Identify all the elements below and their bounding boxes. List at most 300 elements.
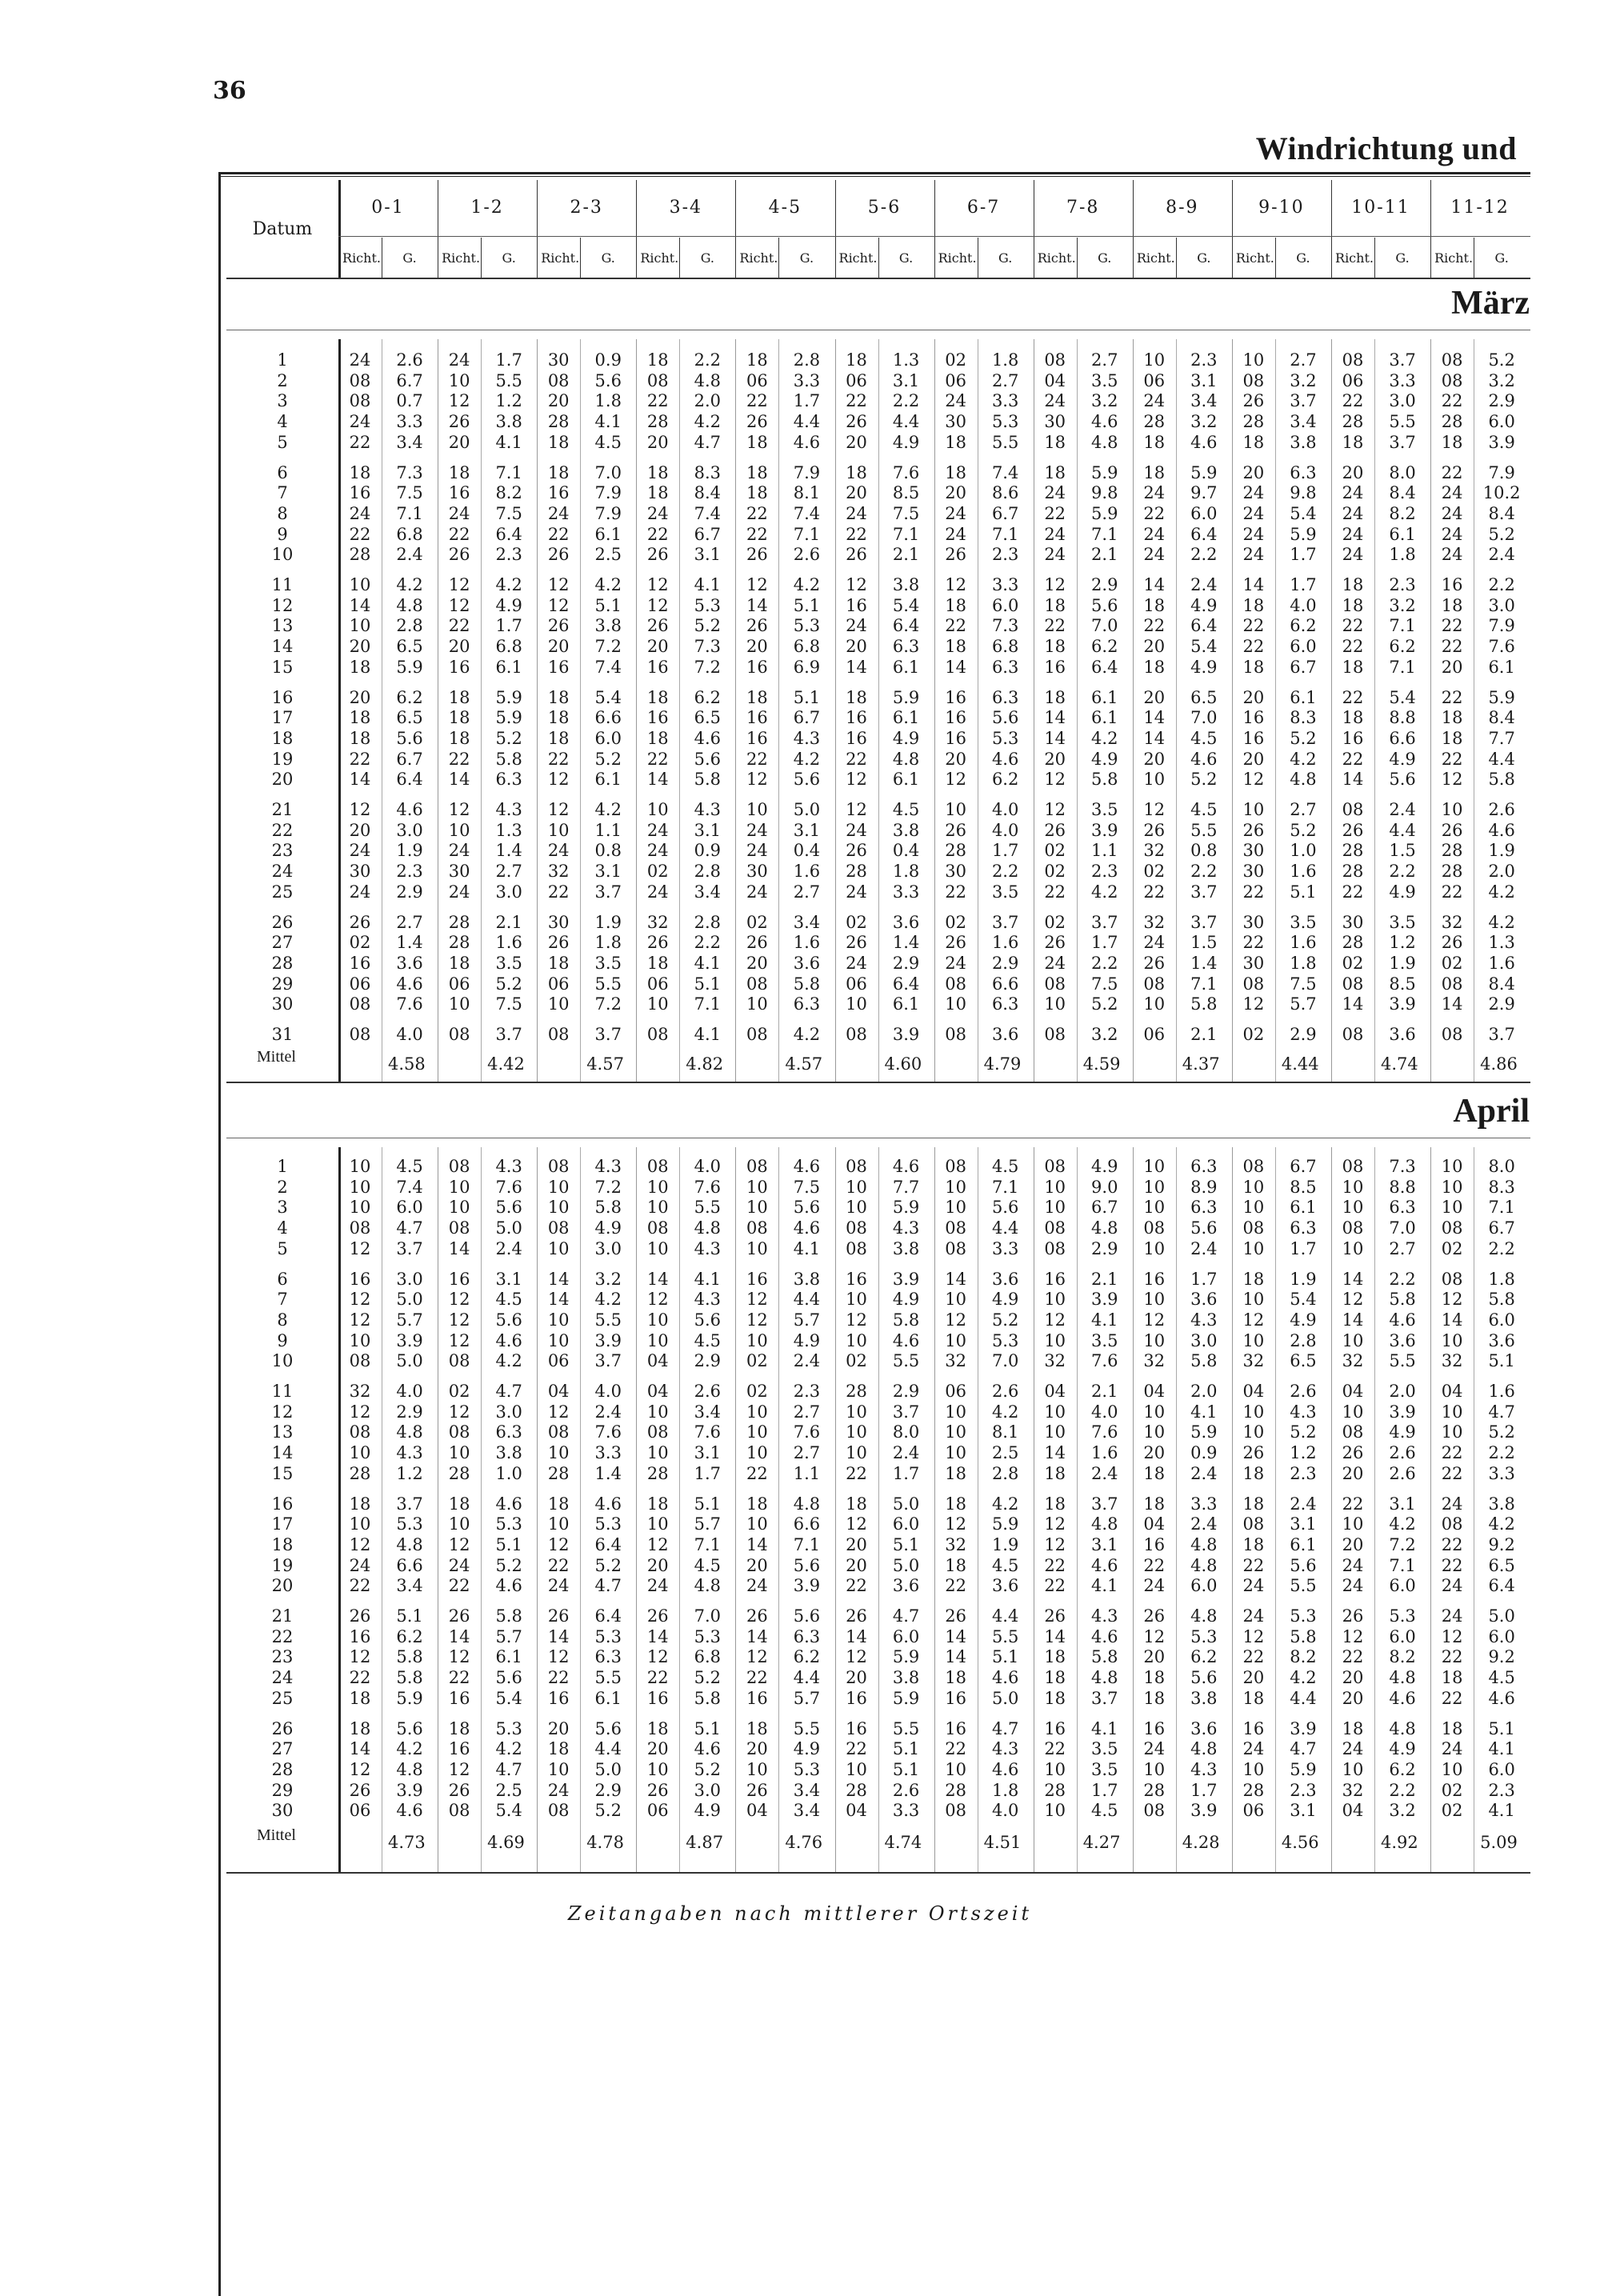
richt-cell: 20 xyxy=(1342,1534,1364,1554)
g-cell: 3.3 xyxy=(1389,370,1416,390)
richt-cell: 18 xyxy=(547,953,570,973)
date-cell: 9 xyxy=(277,1330,288,1350)
richt-cell: 08 xyxy=(1044,350,1066,370)
g-cell: 2.9 xyxy=(694,1351,722,1371)
richt-cell: 12 xyxy=(846,1514,867,1534)
richt-cell: 18 xyxy=(1143,1463,1166,1483)
g-cell: 7.3 xyxy=(991,616,1019,636)
richt-cell: 14 xyxy=(945,1269,966,1289)
richt-cell: 16 xyxy=(448,1739,470,1759)
g-cell: 5.2 xyxy=(495,1555,522,1575)
richt-cell: 22 xyxy=(1242,616,1265,636)
richt-cell: 08 xyxy=(349,1422,371,1442)
richt-cell: 16 xyxy=(846,708,867,728)
g-cell: 1.7 xyxy=(694,1463,722,1483)
g-cell: 3.6 xyxy=(1389,1330,1416,1350)
g-cell: 4.6 xyxy=(892,1330,920,1350)
richt-cell: 14 xyxy=(1342,770,1364,790)
g-cell: 3.9 xyxy=(1389,1402,1416,1422)
g-cell: 4.8 xyxy=(1190,1739,1218,1759)
richt-cell: 20 xyxy=(945,483,966,503)
g-cell: 7.9 xyxy=(793,462,821,482)
richt-cell: 10 xyxy=(1044,1198,1066,1218)
g-cell: 4.3 xyxy=(495,1157,522,1176)
richt-cell: 04 xyxy=(646,1382,669,1401)
date-cell: 25 xyxy=(271,882,294,902)
richt-cell: 22 xyxy=(846,391,867,411)
page-title: Windrichtung und xyxy=(1255,130,1517,166)
g-cell: 5.1 xyxy=(991,1647,1019,1667)
richt-cell: 04 xyxy=(1342,1382,1364,1401)
richt-cell: 28 xyxy=(1441,412,1463,432)
g-cell: 6.2 xyxy=(396,687,423,707)
richt-cell: 24 xyxy=(1441,1576,1463,1596)
richt-cell: 26 xyxy=(1044,820,1066,840)
sub-column-separator xyxy=(679,238,680,278)
g-cell: 1.9 xyxy=(594,912,622,932)
g-cell: 7.6 xyxy=(1488,637,1515,657)
richt-subheader: Richt. xyxy=(342,250,381,266)
richt-cell: 10 xyxy=(846,994,867,1014)
g-cell: 5.5 xyxy=(594,974,622,994)
richt-cell: 18 xyxy=(1242,1688,1265,1708)
richt-cell: 16 xyxy=(646,657,669,677)
g-cell: 3.0 xyxy=(396,820,423,840)
richt-cell: 16 xyxy=(349,1269,371,1289)
richt-cell: 26 xyxy=(1242,820,1265,840)
date-cell: 27 xyxy=(271,1739,294,1759)
g-cell: 6.1 xyxy=(1290,1534,1317,1554)
g-cell: 4.0 xyxy=(694,1157,722,1176)
richt-cell: 08 xyxy=(646,1422,669,1442)
richt-cell: 30 xyxy=(448,862,470,882)
g-cell: 5.9 xyxy=(892,1647,920,1667)
g-cell: 3.9 xyxy=(892,1269,920,1289)
g-cell: 4.0 xyxy=(396,1382,423,1401)
richt-cell: 10 xyxy=(646,994,669,1014)
g-cell: 3.4 xyxy=(396,1576,423,1596)
g-cell: 3.0 xyxy=(495,882,522,902)
g-cell: 4.6 xyxy=(1091,1555,1118,1575)
richt-cell: 08 xyxy=(1044,1025,1066,1044)
richt-cell: 14 xyxy=(646,1269,669,1289)
richt-cell: 12 xyxy=(448,800,470,819)
richt-cell: 10 xyxy=(1044,1801,1066,1821)
richt-cell: 16 xyxy=(1044,1718,1066,1738)
g-cell: 3.7 xyxy=(1091,912,1118,932)
richt-cell: 10 xyxy=(945,800,966,819)
g-cell: 5.8 xyxy=(396,1668,423,1688)
g-cell: 5.5 xyxy=(1389,1351,1416,1371)
g-cell: 4.1 xyxy=(1190,1402,1218,1422)
g-cell: 1.9 xyxy=(1488,841,1515,861)
g-cell: 5.8 xyxy=(1190,994,1218,1014)
g-cell: 8.3 xyxy=(1488,1177,1515,1197)
richt-cell: 18 xyxy=(1044,1463,1066,1483)
g-cell: 2.2 xyxy=(1091,953,1118,973)
g-cell: 1.3 xyxy=(1488,933,1515,953)
date-cell: 3 xyxy=(277,1198,288,1218)
g-cell: 3.1 xyxy=(1389,1494,1416,1514)
g-cell: 2.2 xyxy=(991,862,1019,882)
g-cell: 2.7 xyxy=(1290,800,1317,819)
g-cell: 4.9 xyxy=(694,1801,722,1821)
g-cell: 4.7 xyxy=(396,1218,423,1238)
g-cell: 1.8 xyxy=(991,1780,1019,1800)
g-cell: 6.1 xyxy=(1091,687,1118,707)
richt-cell: 28 xyxy=(1143,412,1166,432)
g-cell: 8.3 xyxy=(694,462,722,482)
g-cell: 8.0 xyxy=(1389,462,1416,482)
g-cell: 2.7 xyxy=(1389,1238,1416,1258)
g-cell: 2.4 xyxy=(1290,1494,1317,1514)
g-cell: 2.2 xyxy=(1389,1269,1416,1289)
g-cell: 5.9 xyxy=(991,1514,1019,1534)
richt-cell: 10 xyxy=(945,1422,966,1442)
table-header xyxy=(226,180,1530,278)
g-cell: 5.7 xyxy=(1290,994,1317,1014)
g-cell: 4.0 xyxy=(396,1025,423,1044)
richt-cell: 12 xyxy=(448,1330,470,1350)
richt-cell: 16 xyxy=(1242,708,1265,728)
richt-cell: 08 xyxy=(646,1025,669,1044)
g-cell: 4.6 xyxy=(694,728,722,748)
mittel-value: 4.73 xyxy=(388,1833,426,1852)
g-cell: 0.4 xyxy=(793,841,821,861)
richt-cell: 20 xyxy=(1242,687,1265,707)
richt-cell: 12 xyxy=(547,800,570,819)
g-cell: 6.2 xyxy=(694,687,722,707)
g-cell: 0.9 xyxy=(694,841,722,861)
g-cell: 5.6 xyxy=(1190,1218,1218,1238)
g-cell: 9.0 xyxy=(1091,1177,1118,1197)
g-cell: 4.1 xyxy=(694,953,722,973)
richt-cell: 22 xyxy=(1342,391,1364,411)
hour-column-separator xyxy=(1133,1147,1134,1872)
g-cell: 4.0 xyxy=(594,1382,622,1401)
richt-cell: 02 xyxy=(1044,912,1066,932)
richt-cell: 22 xyxy=(1342,616,1364,636)
richt-cell: 18 xyxy=(1441,1668,1463,1688)
g-cell: 5.0 xyxy=(1488,1606,1515,1626)
g-cell: 3.6 xyxy=(1190,1290,1218,1310)
richt-cell: 10 xyxy=(1242,1402,1265,1422)
g-cell: 4.2 xyxy=(1488,1514,1515,1534)
richt-cell: 10 xyxy=(1044,1290,1066,1310)
richt-cell: 18 xyxy=(646,350,669,370)
richt-cell: 08 xyxy=(846,1025,867,1044)
g-cell: 4.1 xyxy=(694,575,722,594)
g-cell: 5.8 xyxy=(1389,1290,1416,1310)
g-cell: 8.4 xyxy=(1389,483,1416,503)
richt-cell: 08 xyxy=(1441,1218,1463,1238)
month-title: März xyxy=(1451,285,1530,322)
richt-cell: 22 xyxy=(1143,882,1166,902)
g-cell: 1.4 xyxy=(594,1463,622,1483)
richt-cell: 26 xyxy=(349,1606,371,1626)
g-cell: 4.5 xyxy=(594,432,622,452)
mittel-value: 4.58 xyxy=(388,1054,426,1074)
richt-cell: 04 xyxy=(547,1382,570,1401)
date-cell: 6 xyxy=(277,1269,288,1289)
richt-cell: 08 xyxy=(1342,1422,1364,1442)
richt-cell: 24 xyxy=(1143,391,1166,411)
g-cell: 1.8 xyxy=(1389,545,1416,565)
richt-cell: 22 xyxy=(646,749,669,769)
g-cell: 6.7 xyxy=(396,749,423,769)
g-cell: 7.1 xyxy=(892,524,920,544)
richt-cell: 28 xyxy=(448,1463,470,1483)
g-cell: 3.0 xyxy=(1488,595,1515,615)
g-cell: 4.2 xyxy=(1389,1514,1416,1534)
g-cell: 7.0 xyxy=(991,1351,1019,1371)
g-cell: 3.6 xyxy=(991,1269,1019,1289)
richt-cell: 12 xyxy=(1044,575,1066,594)
g-cell: 4.6 xyxy=(694,1739,722,1759)
richt-cell: 18 xyxy=(448,1718,470,1738)
datum-header: Datum xyxy=(252,218,313,239)
g-cell: 1.7 xyxy=(1290,575,1317,594)
richt-cell: 14 xyxy=(547,1290,570,1310)
g-subheader: G. xyxy=(1197,250,1211,266)
g-cell: 4.6 xyxy=(991,1668,1019,1688)
sub-column-separator xyxy=(878,339,879,1082)
date-cell: 4 xyxy=(277,1218,288,1238)
g-cell: 2.9 xyxy=(991,953,1019,973)
hour-column-separator xyxy=(1430,339,1431,1082)
richt-cell: 30 xyxy=(547,912,570,932)
richt-cell: 04 xyxy=(1143,1514,1166,1534)
richt-cell: 06 xyxy=(349,1801,371,1821)
g-cell: 4.2 xyxy=(396,1739,423,1759)
month-end-rule xyxy=(226,1872,1530,1874)
richt-cell: 08 xyxy=(746,1218,768,1238)
g-cell: 4.6 xyxy=(991,749,1019,769)
richt-cell: 28 xyxy=(1342,862,1364,882)
g-cell: 2.8 xyxy=(991,1463,1019,1483)
date-cell: 10 xyxy=(271,1351,294,1371)
g-cell: 3.8 xyxy=(892,1668,920,1688)
g-cell: 7.1 xyxy=(694,994,722,1014)
g-cell: 5.2 xyxy=(1488,1422,1515,1442)
richt-cell: 24 xyxy=(1342,1555,1364,1575)
richt-cell: 14 xyxy=(846,1626,867,1646)
g-cell: 5.3 xyxy=(495,1514,522,1534)
g-cell: 3.3 xyxy=(991,1238,1019,1258)
g-cell: 7.1 xyxy=(495,462,522,482)
g-cell: 5.5 xyxy=(495,370,522,390)
g-cell: 3.1 xyxy=(694,820,722,840)
g-cell: 3.6 xyxy=(991,1576,1019,1596)
g-cell: 5.5 xyxy=(892,1351,920,1371)
richt-cell: 10 xyxy=(1441,1157,1463,1176)
g-cell: 8.4 xyxy=(1488,503,1515,523)
g-cell: 1.1 xyxy=(594,820,622,840)
g-cell: 5.2 xyxy=(495,974,522,994)
g-cell: 4.1 xyxy=(694,1025,722,1044)
richt-cell: 18 xyxy=(1342,708,1364,728)
g-cell: 4.1 xyxy=(1488,1801,1515,1821)
richt-cell: 22 xyxy=(1342,687,1364,707)
richt-cell: 22 xyxy=(1441,637,1463,657)
richt-cell: 08 xyxy=(1342,350,1364,370)
mittel-value: 4.59 xyxy=(1082,1054,1121,1074)
richt-cell: 18 xyxy=(846,350,867,370)
richt-cell: 08 xyxy=(646,370,669,390)
richt-cell: 08 xyxy=(448,1422,470,1442)
mittel-value: 4.37 xyxy=(1182,1054,1220,1074)
richt-cell: 14 xyxy=(349,770,371,790)
richt-cell: 18 xyxy=(547,1494,570,1514)
richt-cell: 10 xyxy=(448,820,470,840)
g-cell: 5.3 xyxy=(1389,1606,1416,1626)
richt-cell: 22 xyxy=(349,1576,371,1596)
g-cell: 7.5 xyxy=(495,994,522,1014)
richt-cell: 18 xyxy=(1242,657,1265,677)
g-cell: 1.9 xyxy=(991,1534,1019,1554)
g-cell: 3.9 xyxy=(892,1025,920,1044)
date-cell: 7 xyxy=(277,483,288,503)
g-cell: 3.7 xyxy=(1488,1025,1515,1044)
g-cell: 5.5 xyxy=(594,1310,622,1330)
richt-cell: 08 xyxy=(349,1218,371,1238)
richt-cell: 20 xyxy=(1342,1463,1364,1483)
richt-cell: 10 xyxy=(448,1198,470,1218)
richt-cell: 30 xyxy=(349,862,371,882)
richt-cell: 08 xyxy=(1441,1269,1463,1289)
sub-column-separator xyxy=(1077,339,1078,1082)
richt-cell: 08 xyxy=(547,1422,570,1442)
g-cell: 7.4 xyxy=(991,462,1019,482)
richt-cell: 10 xyxy=(746,994,768,1014)
g-cell: 5.3 xyxy=(991,412,1019,432)
richt-cell: 22 xyxy=(945,1739,966,1759)
richt-cell: 22 xyxy=(846,1576,867,1596)
g-cell: 6.1 xyxy=(1290,687,1317,707)
g-cell: 7.2 xyxy=(1389,1534,1416,1554)
g-cell: 5.3 xyxy=(1290,1606,1317,1626)
g-cell: 4.6 xyxy=(991,1759,1019,1779)
g-cell: 2.0 xyxy=(694,391,722,411)
richt-cell: 24 xyxy=(846,616,867,636)
g-cell: 6.0 xyxy=(1290,637,1317,657)
richt-cell: 24 xyxy=(547,503,570,523)
date-cell: 28 xyxy=(271,1759,294,1779)
g-cell: 5.5 xyxy=(991,1626,1019,1646)
g-cell: 1.6 xyxy=(495,933,522,953)
richt-cell: 12 xyxy=(1044,1514,1066,1534)
richt-cell: 12 xyxy=(746,1290,768,1310)
g-cell: 2.6 xyxy=(1389,1443,1416,1463)
richt-cell: 24 xyxy=(1242,1739,1265,1759)
richt-cell: 18 xyxy=(448,687,470,707)
richt-cell: 14 xyxy=(1143,575,1166,594)
richt-cell: 10 xyxy=(646,1177,669,1197)
richt-cell: 12 xyxy=(846,800,867,819)
g-cell: 6.4 xyxy=(594,1606,622,1626)
richt-cell: 18 xyxy=(945,1463,966,1483)
datum-column-separator xyxy=(338,1147,341,1872)
g-cell: 5.8 xyxy=(694,1688,722,1708)
g-cell: 4.4 xyxy=(1389,820,1416,840)
sub-column-separator xyxy=(1275,1147,1276,1872)
richt-cell: 14 xyxy=(1044,1443,1066,1463)
richt-cell: 14 xyxy=(547,1269,570,1289)
richt-cell: 24 xyxy=(1044,545,1066,565)
g-cell: 6.1 xyxy=(495,657,522,677)
date-cell: 17 xyxy=(271,708,294,728)
g-cell: 2.6 xyxy=(892,1780,920,1800)
richt-cell: 14 xyxy=(448,1626,470,1646)
g-cell: 4.9 xyxy=(1290,1310,1317,1330)
richt-cell: 08 xyxy=(448,1025,470,1044)
g-cell: 6.7 xyxy=(991,503,1019,523)
g-cell: 5.8 xyxy=(396,1647,423,1667)
g-cell: 3.5 xyxy=(495,953,522,973)
richt-cell: 26 xyxy=(1342,1443,1364,1463)
richt-cell: 12 xyxy=(846,770,867,790)
richt-cell: 10 xyxy=(1143,1238,1166,1258)
sub-column-separator xyxy=(481,238,482,278)
g-cell: 2.2 xyxy=(1190,545,1218,565)
richt-cell: 24 xyxy=(448,882,470,902)
richt-cell: 12 xyxy=(448,1759,470,1779)
g-cell: 7.7 xyxy=(1488,728,1515,748)
sub-column-separator xyxy=(481,339,482,1082)
g-cell: 4.3 xyxy=(1190,1310,1218,1330)
richt-cell: 14 xyxy=(349,595,371,615)
richt-cell: 08 xyxy=(746,1025,768,1044)
richt-cell: 22 xyxy=(945,616,966,636)
g-cell: 3.2 xyxy=(1091,391,1118,411)
g-cell: 5.1 xyxy=(793,687,821,707)
richt-cell: 02 xyxy=(945,912,966,932)
g-cell: 7.0 xyxy=(694,1606,722,1626)
g-cell: 3.7 xyxy=(594,1351,622,1371)
g-cell: 2.6 xyxy=(793,545,821,565)
g-cell: 5.8 xyxy=(1091,770,1118,790)
richt-cell: 20 xyxy=(945,749,966,769)
g-cell: 6.2 xyxy=(991,770,1019,790)
richt-cell: 20 xyxy=(547,1718,570,1738)
richt-cell: 18 xyxy=(846,462,867,482)
g-cell: 8.6 xyxy=(991,483,1019,503)
date-cell: 11 xyxy=(271,1382,294,1401)
g-cell: 4.8 xyxy=(694,1218,722,1238)
g-cell: 7.4 xyxy=(694,503,722,523)
richt-cell: 18 xyxy=(746,462,768,482)
g-cell: 7.1 xyxy=(793,524,821,544)
richt-cell: 18 xyxy=(746,687,768,707)
date-cell: 23 xyxy=(271,1647,294,1667)
richt-cell: 18 xyxy=(1044,687,1066,707)
sub-column-separator xyxy=(878,1147,879,1872)
richt-cell: 18 xyxy=(945,1668,966,1688)
g-cell: 7.1 xyxy=(991,524,1019,544)
richt-cell: 02 xyxy=(448,1382,470,1401)
richt-cell: 18 xyxy=(547,728,570,748)
richt-cell: 12 xyxy=(646,575,669,594)
richt-cell: 32 xyxy=(1143,841,1166,861)
richt-cell: 26 xyxy=(1342,1606,1364,1626)
richt-cell: 10 xyxy=(1242,1290,1265,1310)
richt-cell: 18 xyxy=(1342,432,1364,452)
sub-column-separator xyxy=(1275,339,1276,1082)
richt-cell: 18 xyxy=(448,462,470,482)
g-cell: 7.4 xyxy=(793,503,821,523)
date-cell: 18 xyxy=(271,728,294,748)
mittel-value: 4.79 xyxy=(983,1054,1022,1074)
